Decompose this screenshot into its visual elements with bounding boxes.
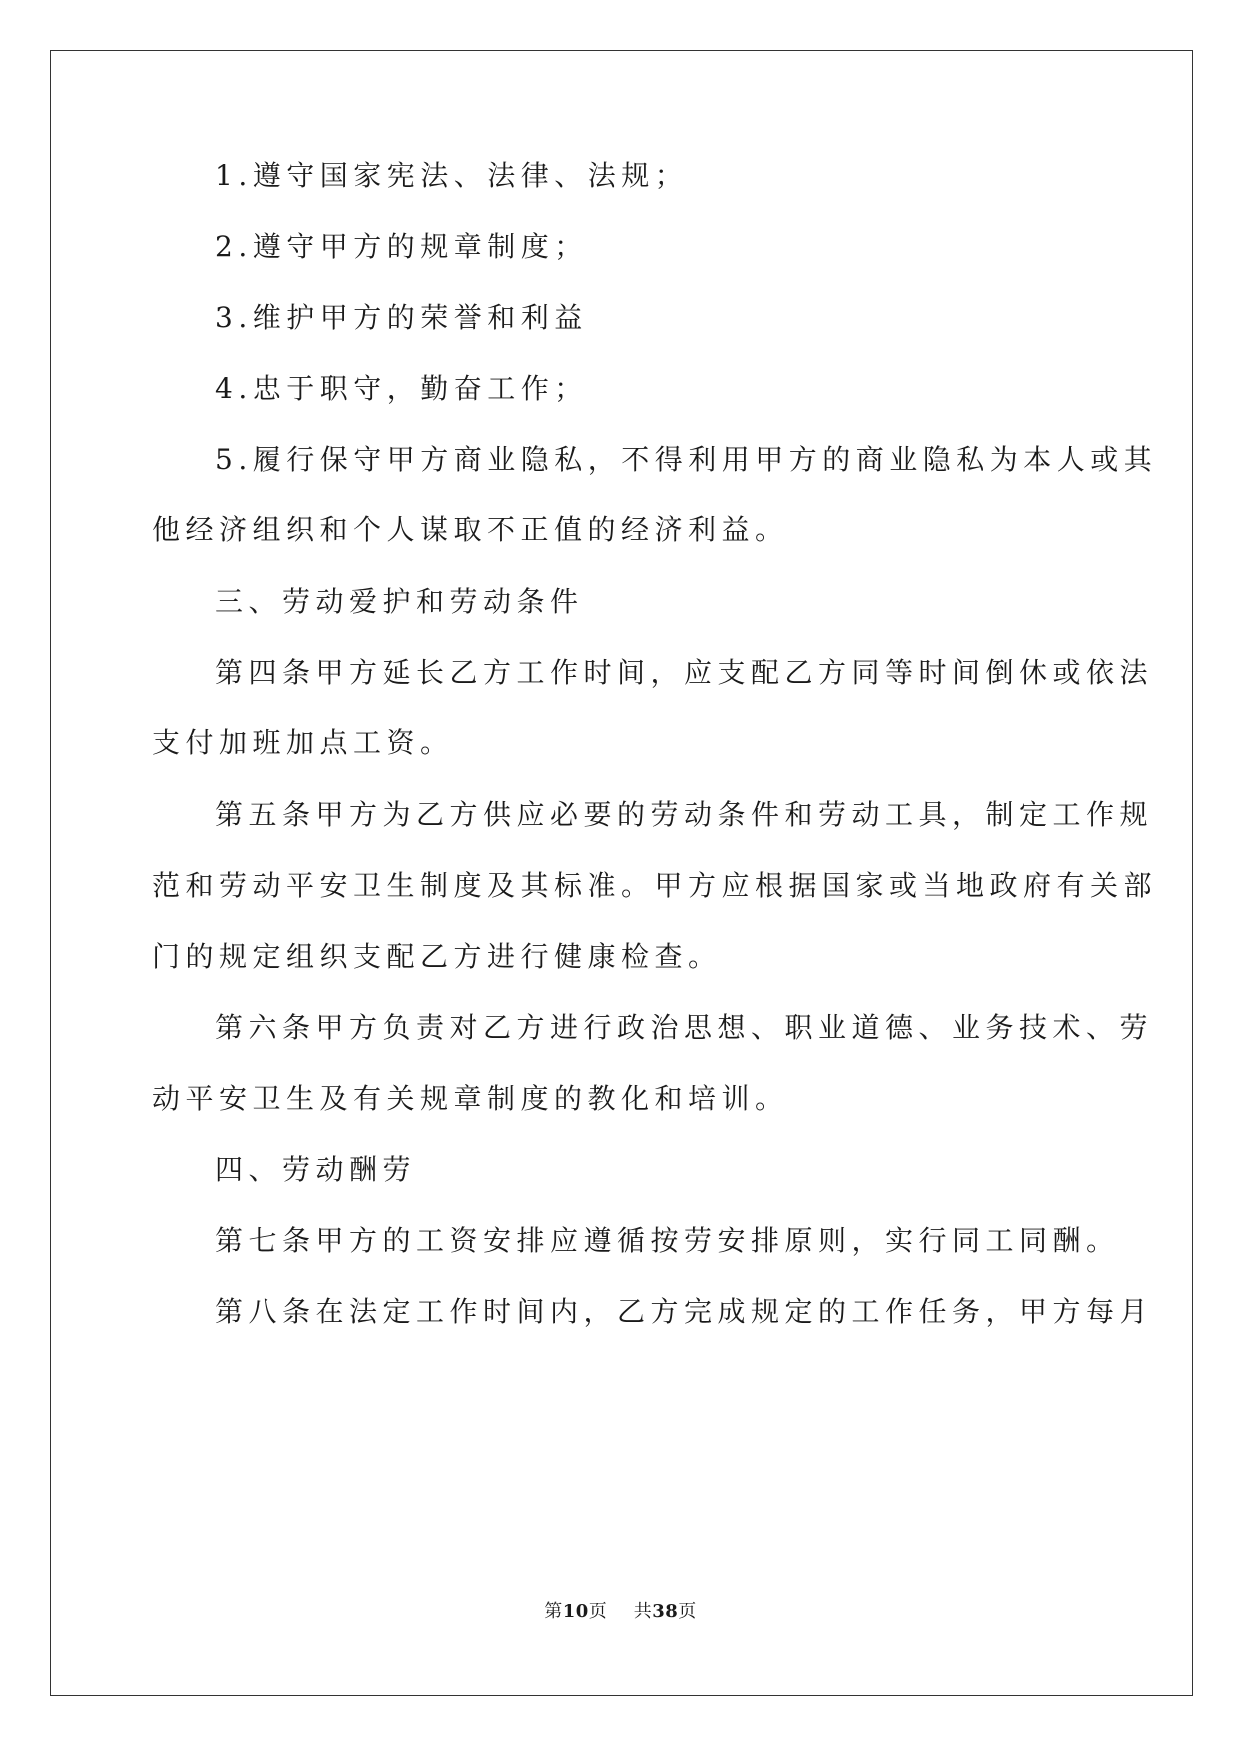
footer-page-unit: 页 bbox=[588, 1601, 608, 1622]
list-item-3: 3.维护甲方的荣誉和利益 bbox=[215, 301, 588, 334]
section-heading-3: 三、劳动爱护和劳动条件 bbox=[215, 585, 584, 618]
article-4-line-2: 支付加班加点工资。 bbox=[152, 726, 454, 759]
footer-total-pages: 38 bbox=[652, 1601, 679, 1622]
article-5-line-2: 范和劳动平安卫生制度及其标准。甲方应根据国家或当地政府有关部 bbox=[152, 869, 1158, 902]
list-item-4: 4.忠于职守，勤奋工作； bbox=[215, 372, 588, 405]
footer-current-page: 10 bbox=[562, 1601, 589, 1622]
list-item-5-line-2: 他经济组织和个人谋取不正值的经济利益。 bbox=[152, 513, 789, 546]
article-4-line-1: 第四条甲方延长乙方工作时间，应支配乙方同等时间倒休或依法 bbox=[215, 656, 1154, 689]
footer-prefix: 第 bbox=[544, 1601, 563, 1622]
footer-total-unit: 页 bbox=[678, 1601, 697, 1622]
article-5-line-1: 第五条甲方为乙方供应必要的劳动条件和劳动工具，制定工作规 bbox=[215, 798, 1154, 831]
list-item-2: 2.遵守甲方的规章制度； bbox=[215, 230, 588, 263]
page-footer bbox=[0, 1600, 1241, 1624]
section-heading-4: 四、劳动酬劳 bbox=[215, 1153, 417, 1186]
article-6-line-2: 动平安卫生及有关规章制度的教化和培训。 bbox=[152, 1082, 789, 1115]
article-7: 第七条甲方的工资安排应遵循按劳安排原则，实行同工同酬。 bbox=[215, 1224, 1120, 1257]
footer-total-prefix: 共 bbox=[633, 1601, 653, 1622]
article-5-line-3: 门的规定组织支配乙方进行健康检查。 bbox=[152, 940, 722, 973]
list-item-5-line-1: 5.履行保守甲方商业隐私，不得利用甲方的商业隐私为本人或其 bbox=[215, 443, 1158, 476]
article-8-line-1: 第八条在法定工作时间内，乙方完成规定的工作任务，甲方每月 bbox=[215, 1295, 1154, 1328]
list-item-1: 1.遵守国家宪法、法律、法规； bbox=[215, 159, 689, 192]
article-6-line-1: 第六条甲方负责对乙方进行政治思想、职业道德、业务技术、劳 bbox=[215, 1011, 1154, 1044]
